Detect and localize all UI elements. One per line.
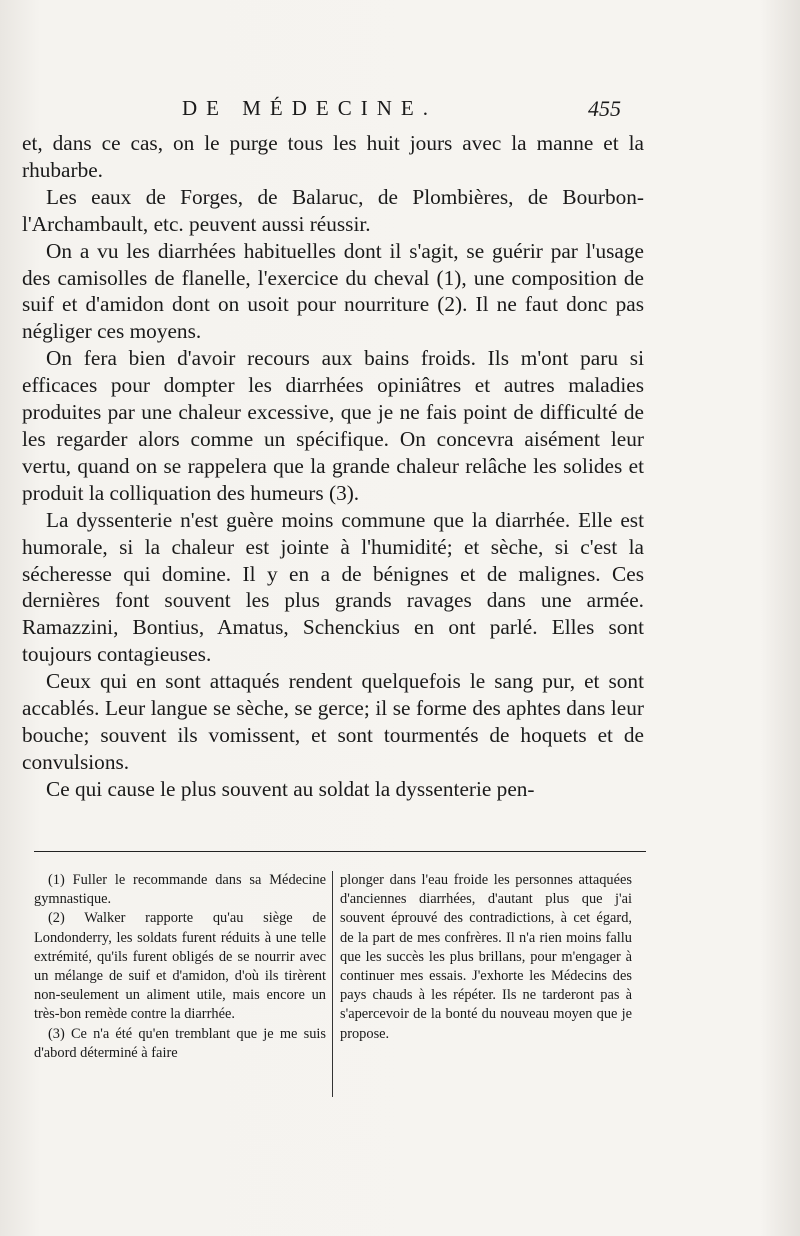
main-text xyxy=(22,130,644,803)
running-head xyxy=(0,96,800,126)
page-number: 455 xyxy=(588,96,621,121)
footnote-3-continued: plonger dans l'eau froide les personnes attaquées d'anciennes diarrhées, d'autant plus que j'ai souvent éprouvé des contradictions, à cet égard, de la part de mes confrères. Il n'a rien moins fallu que les succès les plus brillans, pour m'engager à continuer mes essais. J'exhorte les Médecins des pays chauds à les répéter. Ils ne tarderont pas à s'apercevoir de la bonté du nouveau moyen que je propose. xyxy=(340,872,632,1042)
paragraph: et, dans ce cas, on le purge tous les huit jours avec la manne et la rhubarbe. xyxy=(22,131,644,182)
paragraph: On fera bien d'avoir recours aux bains froids. Ils m'ont paru si efficaces pour dompter les diarrhées opiniâtres et autres maladies produites par une chaleur excessive, que je ne fais point de difficulté de les regarder alors comme un spécifique. On concevra aisément leur vertu, quand on se rappelera que la grande chaleur relâche les solides et produit la colliquation des humeurs (3). xyxy=(22,346,644,505)
paragraph: La dyssenterie n'est guère moins commune que la diarrhée. Elle est humorale, si la chaleur est jointe à l'humidité; et sèche, si c'est la sécheresse qui domine. Il y en a de bénignes et de malignes. Ces dernières font souvent les plus grands ravages dans une armée. Ramazzini, Bontius, Amatus, Schenckius en ont parlé. Elles sont toujours contagieuses. xyxy=(22,507,644,667)
footnotes xyxy=(34,871,646,1107)
paragraph: Ce qui cause le plus souvent au soldat la dyssenterie pen- xyxy=(46,776,535,801)
footnote-column-divider xyxy=(332,871,333,1097)
footnote-1: (1) Fuller le recommande dans sa Médecine gymnastique. xyxy=(34,872,326,908)
paragraph: On a vu les diarrhées habituelles dont il s'agit, se guérir par l'usage des camisolles de flanelle, l'exercice du cheval (1), une composition de suif et d'amidon dont on usoit pour nourriture (2). Il ne faut donc pas négliger ces moyens. xyxy=(22,238,644,344)
footnote-3: (3) Ce n'a été qu'en tremblant que je me suis d'abord déterminé à faire xyxy=(34,1025,326,1061)
footnote-separator xyxy=(34,851,646,852)
footnote-2: (2) Walker rapporte qu'au siège de Londonderry, les soldats furent réduits à une telle extrémité, qu'ils furent obligés de se nourrir avec un mélange de suif et d'amidon, d'où ils tirèrent non-seulement un aliment utile, mais encore un très-bon remède contre la diarrhée. xyxy=(34,910,326,1023)
footnote-column-left xyxy=(34,871,326,1063)
footnote-column-right xyxy=(340,871,632,1044)
running-title: DE MÉDECINE. xyxy=(182,96,437,120)
paragraph: Ceux qui en sont attaqués rendent quelquefois le sang pur, et sont accablés. Leur langue se sèche, se gerce; il se forme des aphtes dans leur bouche; souvent ils vomissent, et sont tourmentés de hoquets et de convulsions. xyxy=(22,669,644,774)
paragraph: Les eaux de Forges, de Balaruc, de Plombières, de Bourbon-l'Archambault, etc. peuvent aussi réussir. xyxy=(22,184,644,236)
